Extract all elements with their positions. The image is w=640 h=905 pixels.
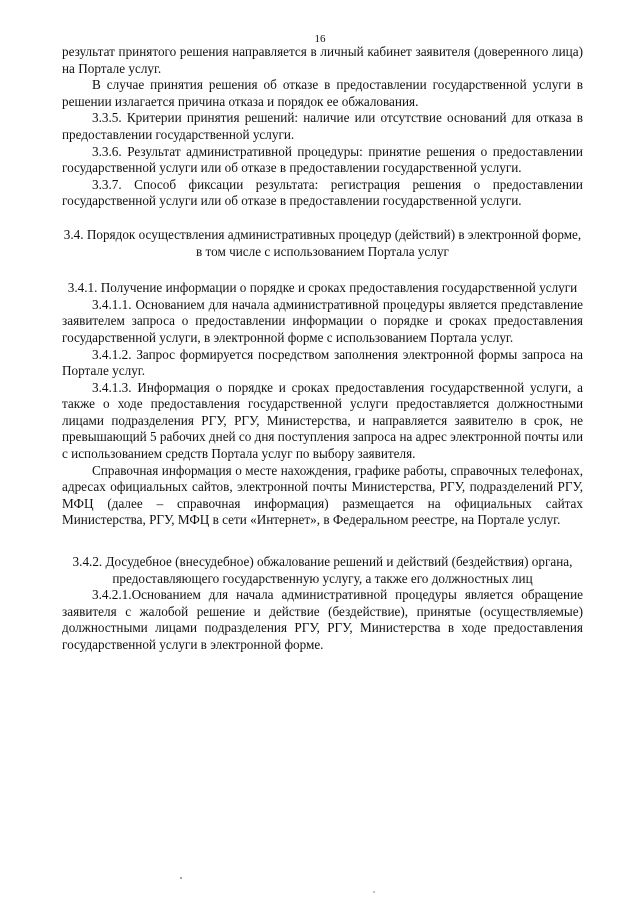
page-number: 16: [314, 33, 326, 45]
paragraph-3-4-1-3: 3.4.1.3. Информация о порядке и сроках предоставления государственной услуги, а также о ходе предоставления государственной услуги предоставляется должностными лицами подразделения РГУ, РГУ, Министерства, и направляется заявителю в срок, не превышающий 5 рабочих дней со дня поступления запроса на адрес электронной почты или с использованием средств Портала услуг по выбору заявителя.: [62, 379, 583, 462]
paragraph-3-3-6: 3.3.6. Результат административной процедуры: принятие решения о предоставлении государственной услуги или об отказе в предоставлении государственной услуги.: [62, 143, 583, 176]
paragraph-refusal: В случае принятия решения об отказе в предоставлении государственной услуги в решении излагается причина отказа и порядок ее обжалования.: [62, 77, 583, 109]
paragraph-reference-info: Справочная информация о месте нахождения, графике работы, справочных телефонах, адресах официальных сайтов, электронной почты Министерства, РГУ, подразделений РГУ, МФЦ (далее – справочная информация) размещается на официальных сайтах Министерства, РГУ, МФЦ в сети «Интернет», в Федеральном реестре, на Портале услуг.: [62, 462, 583, 528]
section-heading-3-4: 3.4. Порядок осуществления административных процедур (действий) в электронной форме, в том числе с использованием Портала услуг: [63, 226, 582, 259]
paragraph-3-4-1-2: 3.4.1.2. Запрос формируется посредством заполнения электронной формы запроса на Портале услуг.: [62, 346, 583, 379]
section-heading-3-4-2: 3.4.2. Досудебное (внесудебное) обжалование решений и действий (бездействия) органа, предоставляющего государственную услугу, а также его должностных лиц: [72, 554, 573, 586]
paragraph-3-3-7: 3.3.7. Способ фиксации результата: регистрация решения о предоставлении государственной услуги или об отказе в предоставлении государственной услуги.: [62, 176, 583, 209]
paragraph-3-3-5: 3.3.5. Критерии принятия решений: наличие или отсутствие оснований для отказа в предоставлении государственной услуги.: [62, 110, 583, 142]
paragraph-3-4-1-1: 3.4.1.1. Основанием для начала административной процедуры является представление заявителем запроса о предоставлении информации о порядке и сроках предоставления государственной услуги, в электронной форме с использованием Портала услуг.: [62, 296, 583, 345]
section-heading-3-4-1: 3.4.1. Получение информации о порядке и сроках предоставления государственной услуги: [67, 280, 578, 296]
paragraph-result-sent: результат принятого решения направляется в личный кабинет заявителя (доверенного лица) на Портале услуг.: [62, 44, 583, 76]
paragraph-3-4-2-1: 3.4.2.1.Основанием для начала административной процедуры является обращение заявителя с жалобой решение и действие (бездействие), принятые (осуществляемые) должностными лицами подразделения РГУ, РГУ, Министерства в ходе предоставления государственной услуги в электронной форме.: [62, 587, 583, 652]
